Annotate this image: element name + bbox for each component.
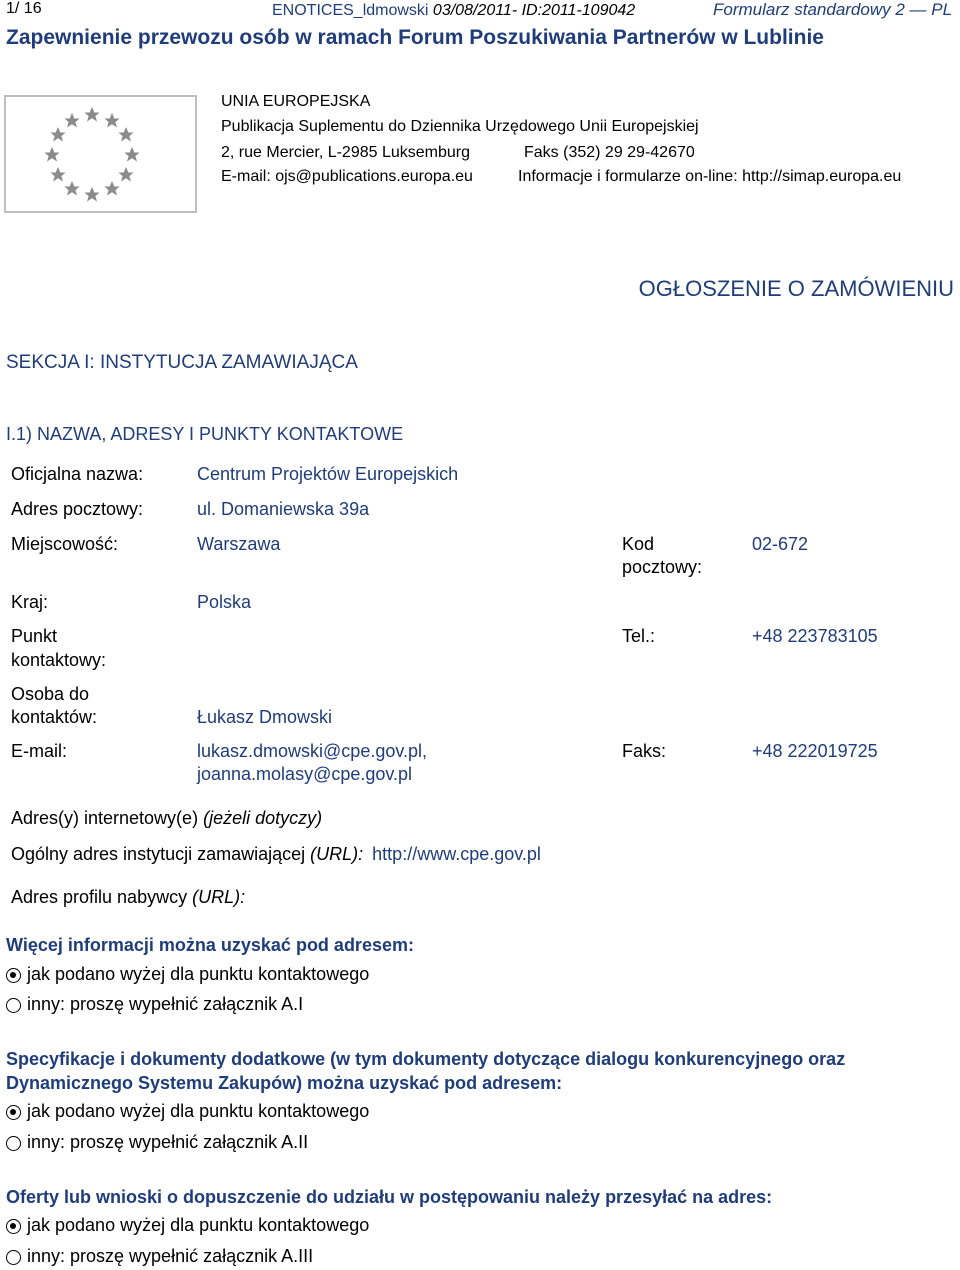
contact-point-label-2: kontaktowy: [11, 650, 107, 670]
buyer-profile-label-suffix: (URL): [192, 887, 246, 907]
notice-id [272, 2, 635, 20]
email-value-1[interactable]: lukasz.dmowski@cpe.gov.pl, [197, 741, 428, 761]
person-label: Osoba do [11, 684, 90, 704]
eu-logo [4, 95, 197, 213]
more-info-option-other: inny: proszę wypełnić załącznik A.I [27, 994, 304, 1014]
tel-value: +48 223783105 [752, 626, 878, 646]
more-info-heading: Więcej informacji można uzyskać pod adresem: [6, 935, 414, 955]
general-url-label: Ogólny adres instytucji zamawiającej [11, 844, 306, 864]
radio-offers-other[interactable] [6, 1250, 21, 1265]
fax-label: Faks: [622, 741, 667, 761]
town-label: Miejscowość: [11, 534, 119, 554]
publisher-name: UNIA EUROPEJSKA [221, 93, 371, 110]
radio-more-info-other[interactable] [6, 998, 21, 1013]
country-value: Polska [197, 592, 252, 612]
town-value: Warszawa [197, 534, 281, 554]
email-label: E-mail: [11, 741, 68, 761]
publisher-email: E-mail: ojs@publications.europa.eu [221, 168, 473, 185]
country-label: Kraj: [11, 592, 49, 612]
general-url-link[interactable]: http://www.cpe.gov.pl [372, 844, 541, 864]
contact-point-label: Punkt [11, 626, 58, 646]
more-info-option-above: jak podano wyżej dla punktu kontaktowego [27, 964, 370, 984]
fax-value: +48 222019725 [752, 741, 878, 761]
postcode-label: Kod [622, 534, 655, 554]
subsection-heading: I.1) NAZWA, ADRESY I PUNKTY KONTAKTOWE [6, 424, 404, 444]
radio-specs-other[interactable] [6, 1136, 21, 1151]
section-heading: SEKCJA I: INSTYTUCJA ZAMAWIAJĄCA [6, 352, 358, 373]
eu-stars-icon [6, 97, 195, 211]
publisher-line: Publikacja Suplementu do Dziennika Urzędowego Unii Europejskiej [221, 118, 699, 135]
notice-heading: OGŁOSZENIE O ZAMÓWIENIU [638, 276, 954, 301]
internet-heading-text: Adres(y) internetowy(e) [11, 808, 199, 828]
notice-suffix: 03/08/2011- ID:2011-109042 [428, 2, 636, 19]
postal-address-value: ul. Domaniewska 39a [197, 499, 370, 519]
offers-option-other: inny: proszę wypełnić załącznik A.III [27, 1246, 314, 1266]
general-url-row [11, 844, 541, 865]
buyer-profile-row [11, 887, 245, 908]
tel-label: Tel.: [622, 626, 656, 646]
page-indicator: 1/ 16 [6, 0, 42, 17]
notice-prefix: ENOTICES_ldmowski [272, 2, 429, 19]
specs-option-other: inny: proszę wypełnić załącznik A.II [27, 1132, 309, 1152]
offers-heading: Oferty lub wnioski o dopuszczenie do udziału w postępowaniu należy przesyłać na adres: [6, 1187, 773, 1207]
radio-specs-above[interactable] [6, 1105, 21, 1120]
official-name-label: Oficjalna nazwa: [11, 464, 144, 484]
publisher-address: 2, rue Mercier, L-2985 Luksemburg [221, 144, 471, 161]
publisher-info: Informacje i formularze on-line: http://simap.europa.eu [518, 168, 902, 185]
publisher-fax: Faks (352) 29 29-42670 [524, 144, 695, 161]
postal-address-label: Adres pocztowy: [11, 499, 144, 519]
person-value: Łukasz Dmowski [197, 707, 333, 727]
buyer-profile-label: Adres profilu nabywcy [11, 887, 188, 907]
official-name-value: Centrum Projektów Europejskich [197, 464, 459, 484]
postcode-label-2: pocztowy: [622, 557, 703, 577]
radio-offers-above[interactable] [6, 1219, 21, 1234]
specs-heading-line-2: Dynamicznego Systemu Zakupów) można uzyskać pod adresem: [6, 1073, 563, 1093]
internet-heading [11, 808, 322, 829]
internet-heading-note: (jeżeli dotyczy) [203, 808, 323, 828]
form-label: Formularz standardowy 2 — PL [713, 0, 953, 19]
specs-heading-line-1: Specyfikacje i dokumenty dodatkowe (w tym dokumenty dotyczące dialogu konkurencyjnego oraz [6, 1049, 846, 1069]
general-url-label-suffix: (URL): [310, 844, 364, 864]
offers-option-above: jak podano wyżej dla punktu kontaktowego [27, 1215, 370, 1235]
page-title: Zapewnienie przewozu osób w ramach Forum Poszukiwania Partnerów w Lublinie [6, 26, 824, 49]
person-label-2: kontaktów: [11, 707, 98, 727]
specs-option-above: jak podano wyżej dla punktu kontaktowego [27, 1101, 370, 1121]
email-value-2[interactable]: joanna.molasy@cpe.gov.pl [197, 764, 413, 784]
radio-more-info-above[interactable] [6, 968, 21, 983]
postcode-value: 02-672 [752, 534, 809, 554]
